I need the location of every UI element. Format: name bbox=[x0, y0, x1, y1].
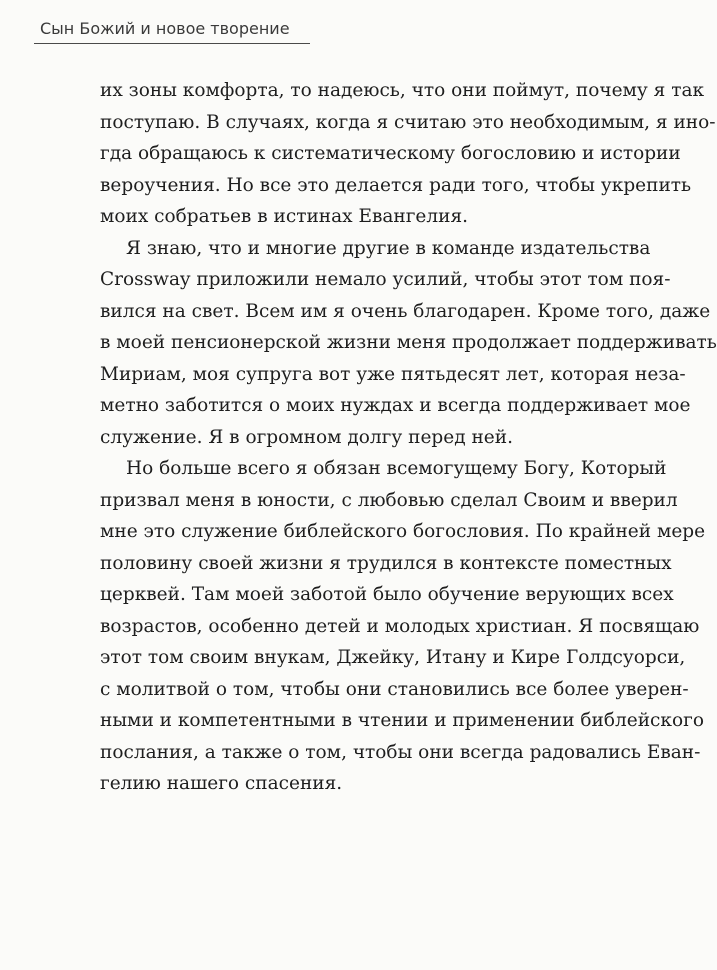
text-line: возрастов, особенно детей и молодых христиан. Я посвящаю bbox=[100, 615, 700, 637]
text-line: Но больше всего я обязан всемогущему Богу, Который bbox=[126, 458, 667, 479]
text-line: Crossway приложили немало усилий, чтобы этот том поя- bbox=[100, 269, 671, 290]
text-line: этот том своим внукам, Джейку, Итану и Кире Голдсуорси, bbox=[100, 647, 686, 668]
text-line: ными и компетентными в чтении и применении библейского bbox=[100, 710, 704, 731]
text-line: моих собратьев в истинах Евангелия. bbox=[100, 206, 469, 227]
text-line: послания, а также о том, чтобы они всегда радовались Еван- bbox=[100, 741, 701, 763]
header-rule bbox=[34, 43, 310, 44]
text-line: поступаю. В случаях, когда я считаю это необходимым, я ино- bbox=[100, 111, 716, 133]
text-line: мне это служение библейского богословия. По крайней мере bbox=[100, 521, 706, 542]
text-line: служение. Я в огромном долгу перед ней. bbox=[100, 426, 513, 448]
text-line: гда обращаюсь к систематическому богословию и истории bbox=[100, 143, 681, 164]
text-line: Мириам, моя супруга вот уже пятьдесят лет, которая неза- bbox=[100, 363, 686, 385]
running-head-title: Сын Божий и новое творение bbox=[40, 19, 290, 38]
text-line: метно заботится о моих нуждах и всегда поддерживает мое bbox=[100, 395, 691, 416]
text-line: вероучения. Но все это делается ради того, чтобы укрепить bbox=[100, 174, 692, 196]
text-line: церквей. Там моей заботой было обучение верующих всех bbox=[100, 584, 674, 605]
text-line: гелию нашего спасения. bbox=[100, 773, 343, 794]
text-line: с молитвой о том, чтобы они становились все более уверен- bbox=[100, 678, 689, 700]
text-line: в моей пенсионерской жизни меня продолжает поддерживать bbox=[100, 332, 717, 353]
text-line: их зоны комфорта, то надеюсь, что они поймут, почему я так bbox=[100, 80, 705, 101]
body-text bbox=[100, 75, 717, 800]
text-line: Я знаю, что и многие другие в команде издательства bbox=[126, 237, 651, 259]
text-line: половину своей жизни я трудился в контексте поместных bbox=[100, 552, 672, 574]
text-line: призвал меня в юности, с любовью сделал Своим и вверил bbox=[100, 489, 678, 511]
text-line: вился на свет. Всем им я очень благодарен. Кроме того, даже bbox=[100, 300, 711, 322]
